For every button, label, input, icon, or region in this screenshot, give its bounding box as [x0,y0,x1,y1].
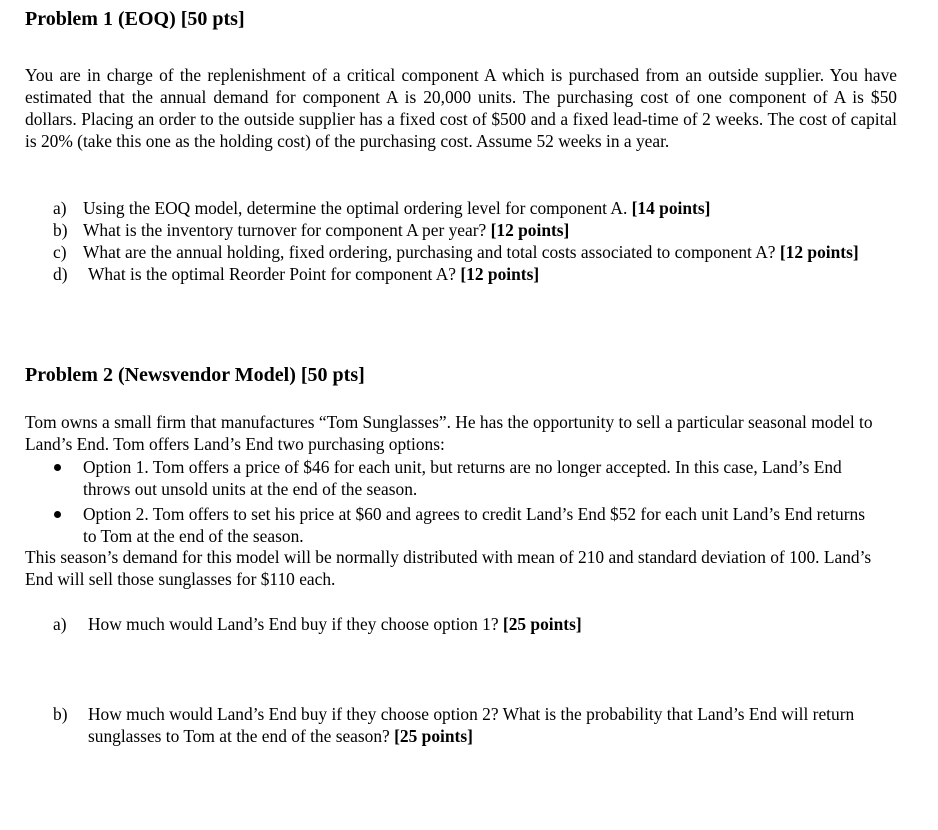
problem2-option-list [0,456,938,550]
question-marker: b) [53,220,68,240]
problem2-option-2 [0,503,873,547]
question-points: [12 points] [779,242,859,262]
problem2-demand-text: This season’s demand for this model will be normally distributed with mean of 210 and standard deviation of 100. Land’s End will sell those sunglasses for $110 each. [25,547,872,589]
question-points: [12 points] [490,220,570,240]
problem1-intro: You are in charge of the replenishment of a critical component A which is purchased from an outside supplier. You have estimated that the annual demand for component A is 20,000 units. The purchasing cost of one component of A is $50 dollars. Placing an order to the outside supplier has a fixed cost of $500 and a fixed lead-time of 2 weeks. The cost of capital is 20% (take this one as the holding cost) of the purchasing cost. Assume 52 weeks in a year. [25,65,897,151]
problem2-question-b-list [0,703,938,747]
question-text: How much would Land’s End buy if they choose option 2? What is the probability that Land’s End will return sunglasses to Tom at the end of the season? [88,704,855,746]
question-marker: c) [53,242,67,262]
question-points: [12 points] [460,264,540,284]
bullet-icon [54,464,61,471]
problem1-question-b [0,219,898,241]
question-text: How much would Land’s End buy if they choose option 1? [88,614,503,634]
problem1-heading: Problem 1 (EOQ) [50 pts] [25,8,245,30]
problem2-intro: Tom owns a small firm that manufactures “Tom Sunglasses”. He has the opportunity to sell a particular seasonal model to Land’s End. Tom offers Land’s End two purchasing options: [25,412,873,454]
question-points: [25 points] [502,614,582,634]
question-text: What is the optimal Reorder Point for component A? [88,264,461,284]
question-text: What are the annual holding, fixed ordering, purchasing and total costs associated to component A? [83,242,780,262]
question-text: Using the EOQ model, determine the optimal ordering level for component A. [83,198,632,218]
question-marker: d) [53,264,68,284]
question-marker: a) [53,198,67,218]
problem1-question-list [0,197,938,285]
question-marker: b) [53,704,68,724]
problem2-question-b [0,703,898,747]
problem2-question-a-list [0,613,938,635]
question-points: [25 points] [394,726,473,746]
problem1-question-d [0,263,898,285]
option-text: Option 2. Tom offers to set his price at $60 and agrees to credit Land’s End $52 for each unit Land’s End returns to Tom at the end of the season. [83,504,865,546]
question-text: What is the inventory turnover for component A per year? [83,220,491,240]
problem2-option-1 [0,456,873,500]
question-marker: a) [53,614,67,634]
problem1-question-c [0,241,898,263]
problem1-question-a [0,197,898,219]
option-text: Option 1. Tom offers a price of $46 for each unit, but returns are no longer accepted. In this case, Land’s End throws out unsold units at the end of the season. [83,457,842,499]
bullet-icon [54,511,61,518]
problem2-question-a [0,613,898,635]
problem2-heading: Problem 2 (Newsvendor Model) [50 pts] [25,364,365,386]
question-points: [14 points] [631,198,711,218]
